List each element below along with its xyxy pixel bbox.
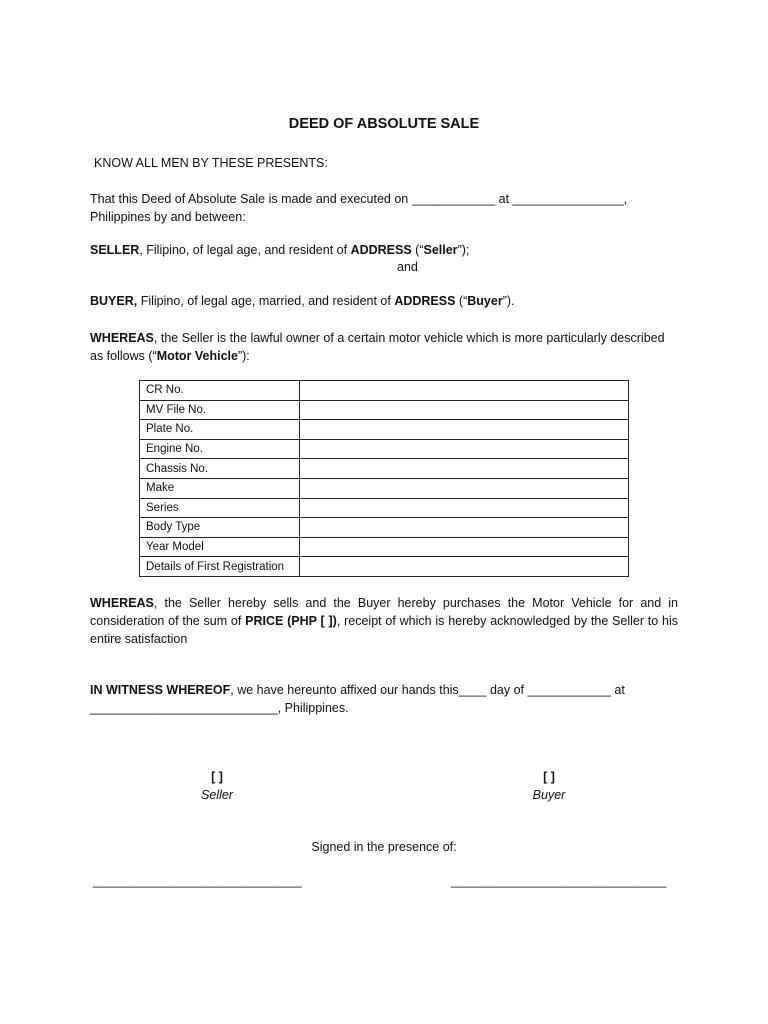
witness-line-left: ______________________________ (93, 874, 302, 888)
vehicle-field-label: Chassis No. (140, 459, 300, 479)
seller-signature-name: [ ] (211, 770, 223, 784)
vehicle-table-row (140, 557, 629, 577)
vehicle-field-value (300, 439, 629, 459)
vehicle-field-label: MV File No. (140, 400, 300, 420)
intro-line: KNOW ALL MEN BY THESE PRESENTS: (94, 156, 328, 170)
witness-line-right: _______________________________ (451, 874, 667, 888)
whereas-1-text-2: as follows (“ (90, 349, 157, 363)
seller-signature-role: Seller (201, 788, 233, 802)
vehicle-field-value (300, 459, 629, 479)
execution-line-2: Philippines by and between: (90, 210, 246, 224)
vehicle-field-label: Make (140, 478, 300, 498)
vehicle-field-label: Series (140, 498, 300, 518)
vehicle-table-row (140, 518, 629, 538)
buyer-text-1: Filipino, of legal age, married, and resident of (137, 294, 395, 308)
vehicle-field-label: Body Type (140, 518, 300, 538)
vehicle-field-value (300, 478, 629, 498)
whereas-2-text-2: , receipt of which is hereby acknowledged by the Seller to his entire satisfaction (90, 614, 679, 646)
vehicle-field-value (300, 537, 629, 557)
buyer-address: ADDRESS (394, 294, 456, 308)
buyer-signature-role: Buyer (532, 788, 566, 802)
motor-vehicle-tag: Motor Vehicle (156, 349, 238, 363)
vehicle-field-value (300, 420, 629, 440)
witness-label: IN WITNESS WHEREOF (90, 683, 231, 697)
vehicle-details-table (139, 380, 629, 577)
vehicle-table-row (140, 537, 629, 557)
vehicle-field-label: Plate No. (140, 420, 300, 440)
seller-text-2: (“ (411, 243, 424, 257)
buyer-tag: Buyer (467, 294, 503, 308)
vehicle-field-label: Engine No. (140, 439, 300, 459)
vehicle-table-row (140, 439, 629, 459)
seller-tag: Seller (423, 243, 458, 257)
vehicle-table-row (140, 498, 629, 518)
vehicle-field-label: CR No. (140, 381, 300, 401)
witness-line-2: ___________________________, Philippines. (90, 701, 349, 715)
seller-text-3: ”); (457, 243, 470, 257)
witness-paragraph (90, 681, 625, 717)
seller-address: ADDRESS (350, 243, 412, 257)
buyer-text-3: ”). (502, 294, 515, 308)
execution-line-1: That this Deed of Absolute Sale is made and executed on ____________ at ________________, (90, 192, 628, 206)
vehicle-field-label: Details of First Registration (140, 557, 300, 577)
whereas-2-text-1: , the Seller hereby sells and the Buyer hereby purchases the Motor Vehicle for and in consideration of the sum of (90, 596, 678, 628)
whereas-1-text-1: , the Seller is the lawful owner of a certain motor vehicle which is more particularly described (153, 331, 665, 345)
vehicle-field-value (300, 518, 629, 538)
vehicle-field-label: Year Model (140, 537, 300, 557)
and-connector: and (397, 260, 418, 274)
vehicle-table-row (140, 478, 629, 498)
witness-line-1: , we have hereunto affixed our hands this____ day of ____________ at (230, 683, 625, 697)
vehicle-field-value (300, 400, 629, 420)
vehicle-table-row (140, 420, 629, 440)
vehicle-field-value (300, 381, 629, 401)
whereas-sale-paragraph (90, 594, 678, 648)
seller-paragraph (90, 243, 469, 257)
vehicle-table-row (140, 381, 629, 401)
price-field: PRICE (PHP [ ]) (245, 614, 337, 628)
whereas-ownership-paragraph (90, 329, 665, 365)
vehicle-table-row (140, 400, 629, 420)
presence-heading: Signed in the presence of: (311, 840, 457, 854)
whereas-1-text-3: ”): (237, 349, 250, 363)
execution-paragraph (90, 190, 627, 226)
vehicle-table-row (140, 459, 629, 479)
seller-text-1: , Filipino, of legal age, and resident of (139, 243, 351, 257)
whereas-1-label: WHEREAS (90, 331, 154, 345)
buyer-signature-block (519, 768, 579, 804)
buyer-paragraph (90, 294, 515, 308)
document-title: DEED OF ABSOLUTE SALE (288, 116, 480, 132)
vehicle-field-value (300, 498, 629, 518)
seller-label: SELLER (90, 243, 140, 257)
buyer-text-2: (“ (455, 294, 468, 308)
seller-signature-block (192, 768, 242, 804)
buyer-label: BUYER, (90, 294, 138, 308)
buyer-signature-name: [ ] (543, 770, 555, 784)
whereas-2-label: WHEREAS (90, 596, 154, 610)
vehicle-field-value (300, 557, 629, 577)
